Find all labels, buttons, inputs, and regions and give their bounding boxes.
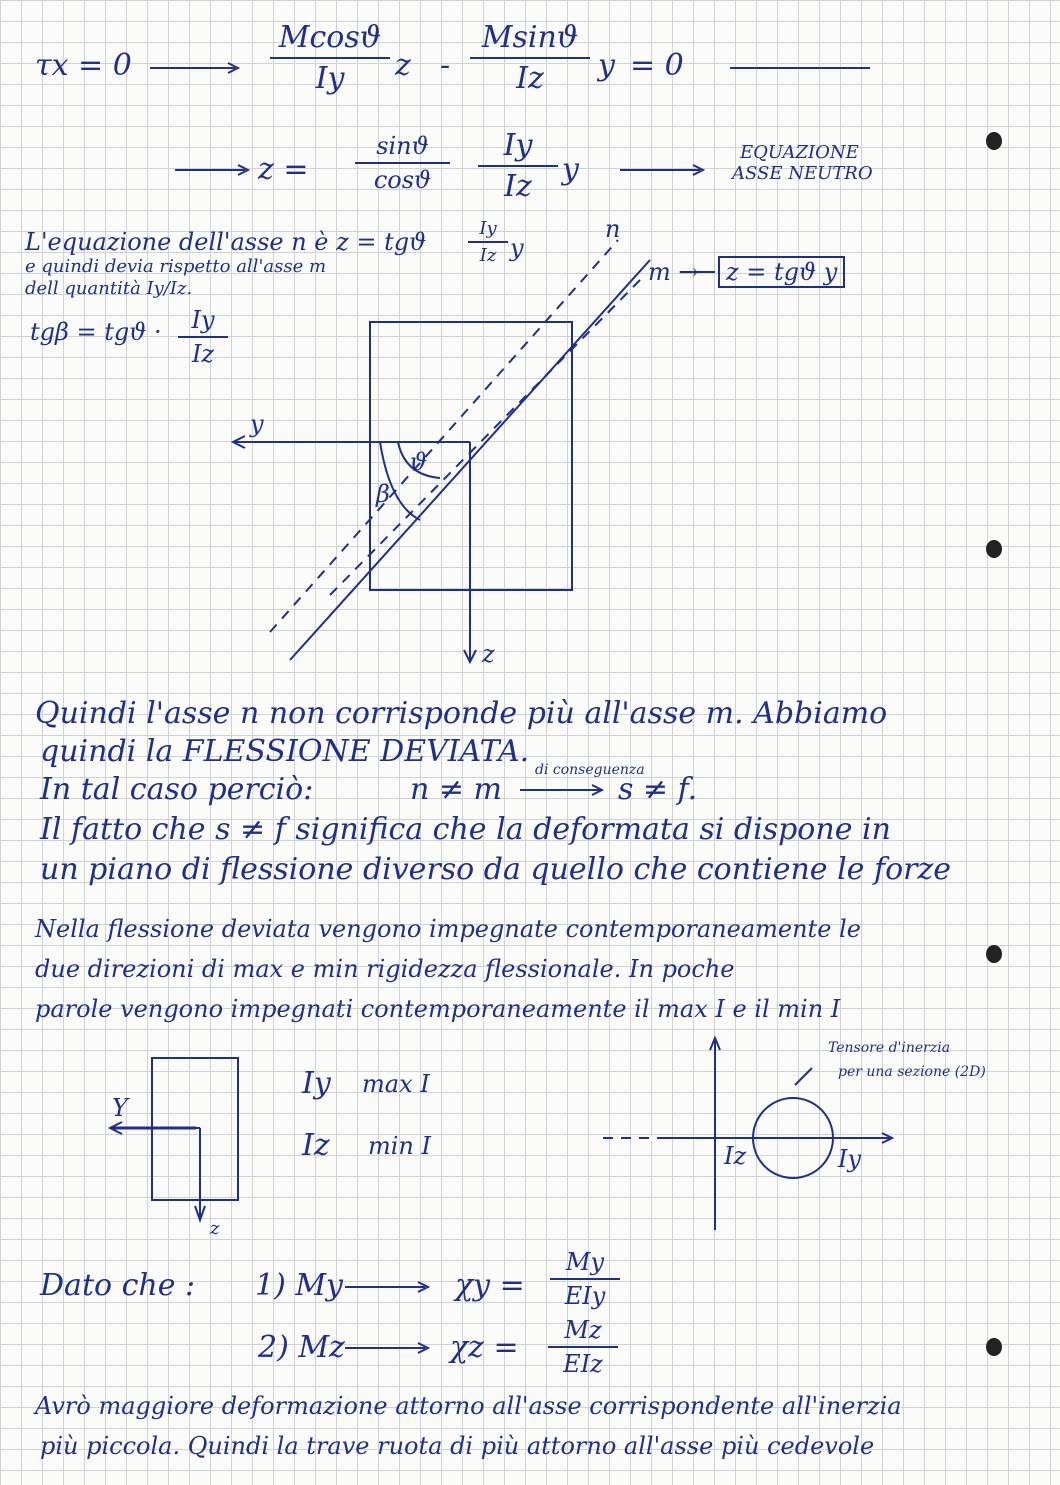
fraction-numerator: Iy <box>468 218 508 243</box>
relation1-lhs: 1) My <box>255 1268 343 1303</box>
fraction-sin-cos <box>355 132 450 194</box>
fraction-mz-eiz <box>548 1316 618 1378</box>
paragraph1-line2: quindi la FLESSIONE DEVIATA. <box>40 734 530 769</box>
paragraph2-line2: due direzioni di max e min rigidezza flessionale. In poche <box>35 955 735 983</box>
label-equazione: EQUAZIONE <box>740 142 859 163</box>
iz-min-text: min I <box>368 1132 431 1160</box>
tg-beta-eq: tgβ = tgϑ · <box>30 318 162 346</box>
iy-label: Iy <box>302 1066 331 1101</box>
var-y: y <box>598 48 615 83</box>
conclusion-line1: Avrò maggiore deformazione attorno all'asse corrispondente all'inerzia <box>35 1392 902 1420</box>
dato-che: Dato che : <box>40 1268 196 1303</box>
m-axis-equation: z = tgϑ y <box>718 256 845 288</box>
fraction-denominator: EIy <box>564 1282 606 1310</box>
equals-zero: = 0 <box>630 48 684 83</box>
fraction-iy-iz-small <box>468 218 508 266</box>
iz-label: Iz <box>302 1128 330 1163</box>
n-axis <box>270 240 618 632</box>
n-axis-label: n <box>605 215 621 243</box>
paragraph1-line3a: In tal caso perciò: <box>40 772 314 807</box>
relation2-lhs: 2) Mz <box>258 1330 345 1365</box>
z-equals: z = <box>258 152 309 187</box>
iy-max-text: max I <box>362 1070 430 1098</box>
y-axis-label-2: Y <box>112 1094 128 1122</box>
fraction-mcos-iy <box>270 20 390 96</box>
y-axis-label: y <box>250 410 264 438</box>
label-asse-neutro: ASSE NEUTRO <box>732 163 873 184</box>
fraction-iy-iz <box>478 128 558 204</box>
consequence-note: di conseguenza <box>535 762 645 778</box>
fraction-numerator: Iy <box>178 306 228 338</box>
m-axis-label: m → <box>648 258 699 286</box>
fraction-numerator: My <box>550 1248 620 1280</box>
relation2-var: χz = <box>450 1330 519 1365</box>
fraction-denominator: Iz <box>504 169 532 204</box>
fraction-denominator: EIz <box>563 1350 603 1378</box>
tau-x-zero: τx = 0 <box>35 48 132 83</box>
paragraph1-line3c: s ≠ f. <box>618 772 698 807</box>
fraction-numerator: Msinϑ <box>470 20 590 59</box>
var-y-2: y <box>562 152 579 187</box>
fraction-denominator: Iz <box>479 245 497 266</box>
theta-label: ϑ <box>410 448 428 476</box>
fraction-denominator: Iz <box>516 61 544 96</box>
mohr-iz-label: Iz <box>724 1142 747 1170</box>
paragraph1-line1: Quindi l'asse n non corrisponde più all'asse m. Abbiamo <box>35 696 888 731</box>
tensor-note-line2: per una sezione (2D) <box>838 1064 986 1080</box>
relation1-var: χy = <box>455 1268 525 1303</box>
axis-note-line2: e quindi devia rispetto all'asse m <box>25 256 327 277</box>
axis-note-line1: L'equazione dell'asse n è z = tgϑ <box>25 228 427 256</box>
z-axis-label-2: z <box>210 1218 220 1239</box>
fraction-numerator: Mcosϑ <box>270 20 390 59</box>
paragraph2-line3: parole vengono impegnati contemporaneamente il max I e il min I <box>35 995 841 1023</box>
z-axis-label: z <box>482 640 495 668</box>
fraction-denominator: Iz <box>191 340 215 368</box>
fraction-numerator: Iy <box>478 128 558 167</box>
paragraph1-line5: un piano di flessione diverso da quello che contiene le forze <box>40 852 952 887</box>
fraction-numerator: sinϑ <box>355 132 450 164</box>
fraction-denominator: cosϑ <box>373 166 432 194</box>
axis-note-var: y <box>510 234 524 262</box>
axis-note-line3: dell quantità Iy/Iz. <box>25 278 193 299</box>
tensor-note-line1: Tensore d'inerzia <box>828 1040 951 1056</box>
fraction-msin-iz <box>470 20 590 96</box>
fraction-numerator: Mz <box>548 1316 618 1348</box>
paragraph1-line4: Il fatto che s ≠ f significa che la deformata si dispone in <box>40 812 891 847</box>
minus-sign: - <box>440 48 451 83</box>
fraction-my-eiy <box>550 1248 620 1310</box>
mohr-iy-label: Iy <box>838 1145 862 1173</box>
conclusion-line2: più piccola. Quindi la trave ruota di più attorno all'asse più cedevole <box>40 1432 875 1460</box>
paragraph1-line3b: n ≠ m <box>410 772 502 807</box>
beta-label: β <box>376 480 390 508</box>
paragraph2-line1: Nella flessione deviata vengono impegnate contemporaneamente le <box>35 915 861 943</box>
fraction-tg <box>178 306 228 368</box>
fraction-denominator: Iy <box>315 61 345 96</box>
var-z: z <box>395 48 411 83</box>
